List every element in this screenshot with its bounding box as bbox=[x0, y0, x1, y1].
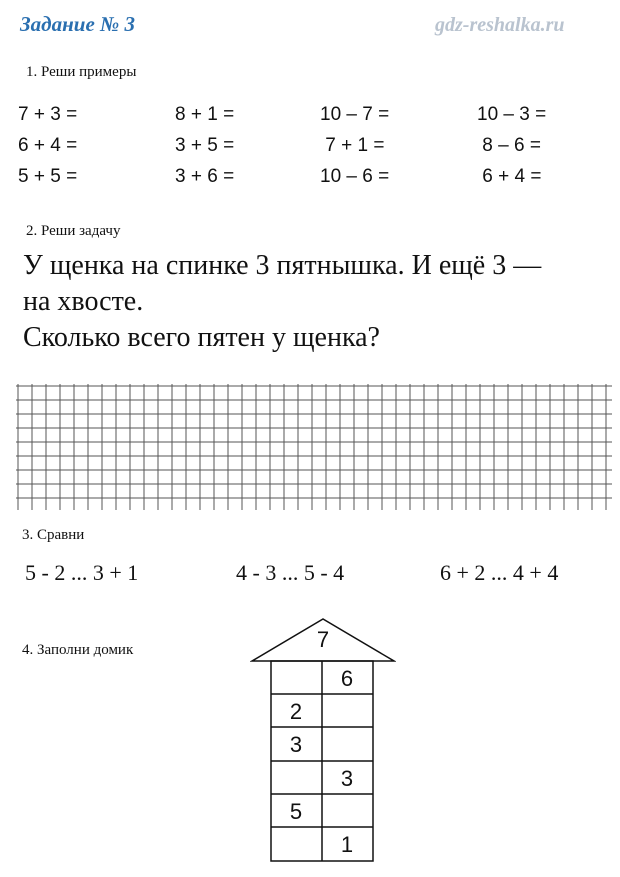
comparison: 5 - 2 ... 3 + 1 bbox=[25, 560, 139, 585]
comparison: 6 + 2 ... 4 + 4 bbox=[440, 560, 559, 585]
expression: 10 – 6 = bbox=[320, 166, 390, 187]
expression: 10 – 3 = bbox=[477, 104, 547, 125]
problem-line: У щенка на спинке 3 пятнышка. И ещё 3 — bbox=[23, 250, 542, 281]
house-cell[interactable] bbox=[322, 728, 372, 760]
problem-line: Сколько всего пятен у щенка? bbox=[23, 322, 380, 353]
house-cell[interactable] bbox=[271, 662, 321, 694]
watermark: gdz-reshalka.ru bbox=[435, 14, 565, 36]
house-cell[interactable]: 2 bbox=[289, 699, 303, 724]
task1-label: 1. Реши примеры bbox=[26, 64, 137, 80]
task4-label: 4. Заполни домик bbox=[22, 642, 134, 658]
expression: 7 + 3 = bbox=[18, 104, 78, 125]
house-cell[interactable]: 6 bbox=[340, 666, 354, 691]
expression: 5 + 5 = bbox=[18, 166, 78, 187]
task3-label: 3. Сравни bbox=[22, 527, 85, 543]
answer-grid bbox=[16, 384, 612, 510]
house-cell[interactable]: 1 bbox=[340, 832, 354, 857]
expression: 6 + 4 = bbox=[18, 135, 78, 156]
expression: 3 + 6 = bbox=[175, 166, 235, 187]
expression: 10 – 7 = bbox=[320, 104, 390, 125]
problem-line: на хвосте. bbox=[23, 286, 144, 317]
expression: 8 – 6 = bbox=[477, 135, 541, 156]
expression: 8 + 1 = bbox=[175, 104, 235, 125]
house-cell[interactable]: 3 bbox=[289, 732, 303, 757]
expression: 6 + 4 = bbox=[477, 166, 542, 187]
house-cell[interactable]: 3 bbox=[340, 766, 354, 791]
page-title: Задание № 3 bbox=[20, 12, 135, 36]
expression: 7 + 1 = bbox=[320, 135, 385, 156]
comparison: 4 - 3 ... 5 - 4 bbox=[236, 560, 345, 585]
house-cell[interactable] bbox=[322, 795, 372, 827]
house-cell[interactable]: 5 bbox=[289, 799, 303, 824]
house-cell[interactable] bbox=[271, 828, 321, 860]
roof-number: 7 bbox=[316, 627, 330, 652]
house-cell[interactable] bbox=[322, 695, 372, 727]
house-cell[interactable] bbox=[271, 762, 321, 794]
number-house bbox=[250, 618, 396, 864]
expression: 3 + 5 = bbox=[175, 135, 235, 156]
task2-label: 2. Реши задачу bbox=[26, 223, 121, 239]
word-problem bbox=[23, 248, 608, 356]
